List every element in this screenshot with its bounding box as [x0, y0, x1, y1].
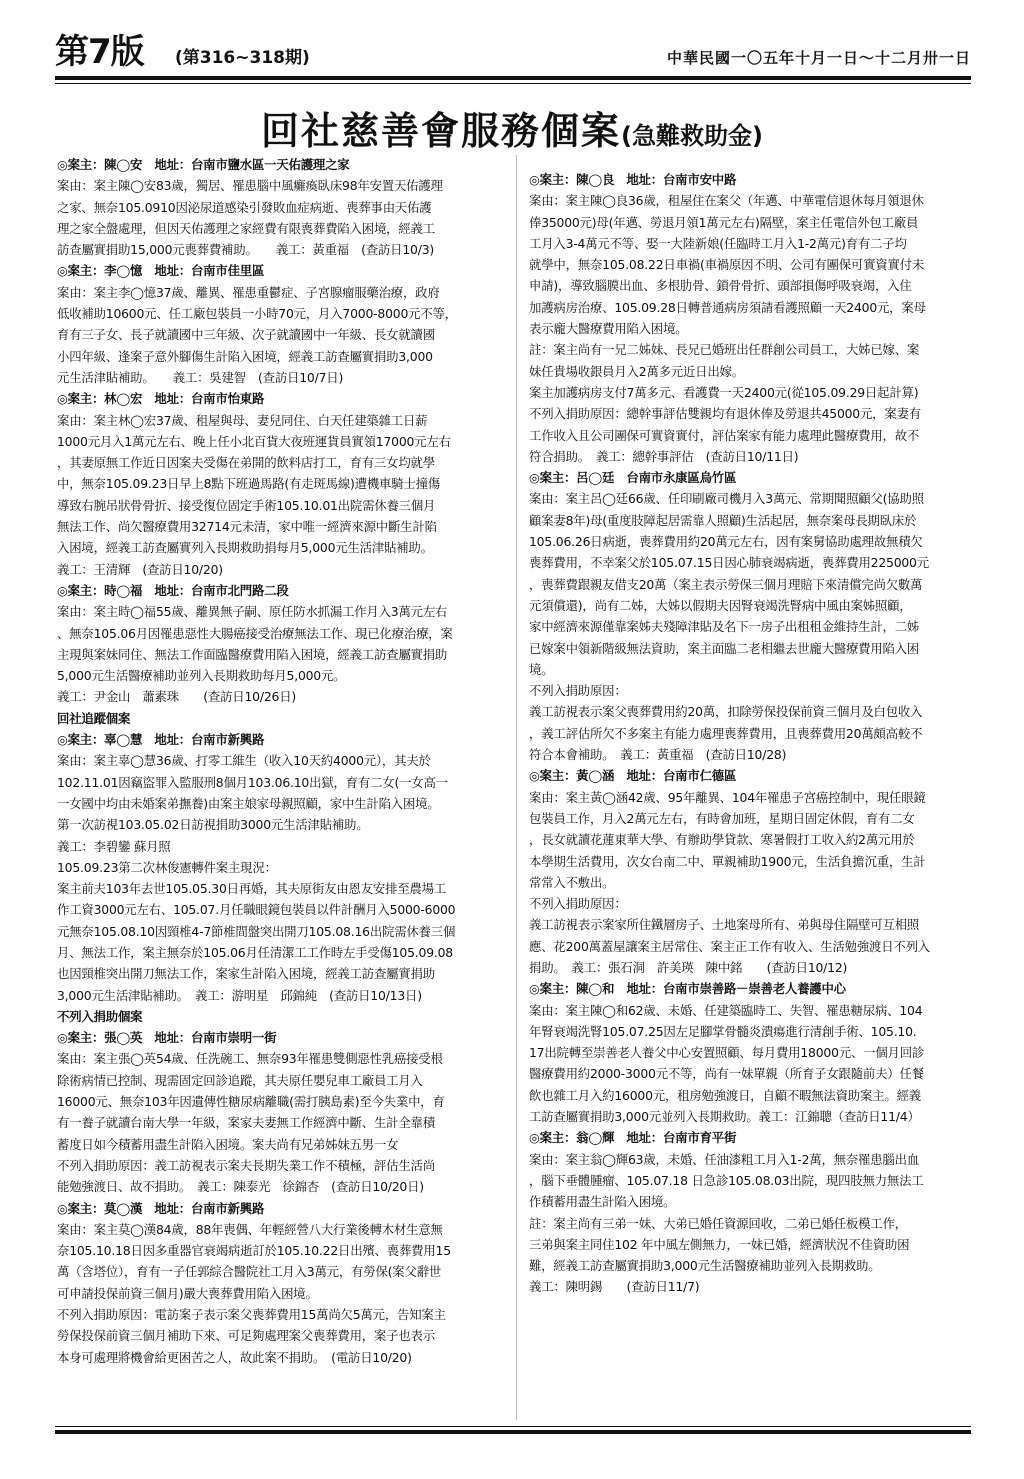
- case-text-line: 案由：案主李◯憶37歲、離異、罹患重鬱症、子宮腺瘤服藥治療，政府: [57, 284, 440, 300]
- case-text-line: 一女國中均由未婚案弟撫養)由案主娘家母親照顧，家中生計陷入困境。: [57, 795, 440, 811]
- case-text-line: 案由：案主時◯福55歲、離異無子嗣、原任防水抓漏工作月入3萬元左右: [57, 604, 448, 620]
- footer-rule-thick: [55, 1430, 971, 1434]
- case-text-line: 勞保投保前資三個月補助下來、可足夠處理案父喪葬費用，案子也表示: [57, 1328, 435, 1344]
- case-text-line: 案由：案主張◯英54歲、任洗碗工、無奈93年罹患雙側惡性乳癌接受根: [57, 1051, 443, 1067]
- case-text-line: 加護病房治療、105.09.28日轉普通病房須請看護照顧一天2400元，案母: [529, 299, 926, 315]
- case-text-line: 義工：尹金山 蕭素珠 (查訪日10/26日): [57, 689, 297, 705]
- case-text-line: 應、花200萬蓋屋讓案主居常住、案主正工作有收入、生活勉強渡日不列入: [529, 938, 930, 954]
- case-text-line: 案由：案主辜◯慧36歲、打零工維生（收入10天約4000元），其夫於: [57, 753, 431, 769]
- case-text-line: 案由：案主林◯宏37歲、租屋與母、妻兒同住、白天任建築雜工日薪: [57, 412, 428, 428]
- case-text-line: 102.11.01因竊盜罪入監服刑8個月103.06.10出獄，育有二女(一女高一: [57, 774, 448, 790]
- case-text-line: 訪查屬實捐助15,000元喪葬費補助。 義工：黃重福 (查訪日10/3): [57, 242, 435, 258]
- case-text-line: 5,000元生活醫療補助並列入長期救助每月5,000元。: [57, 668, 346, 684]
- case-text-line: 常常入不敷出。: [529, 874, 615, 890]
- left-column: [57, 154, 502, 1368]
- case-text-line: 顧案妻8年)母(重度肢障起居需靠人照顧)生活起居，無奈案母長期臥床於: [529, 512, 917, 528]
- case-text-line: 作工資3000元左右、105.07.月任職眼鏡包裝員以件計酬月入5000-6000: [57, 902, 456, 918]
- case-text-line: 奈105.10.18日因多重器官衰竭病逝訂於105.10.22日出殯、喪葬費用15: [57, 1243, 451, 1259]
- case-text-line: 捐助。 義工：張石洞 許美瑛 陳中銘 (查訪日10/12): [529, 959, 848, 975]
- case-heading: 回社追蹤個案: [57, 710, 131, 726]
- case-heading: ◎案主：莫◯漢 地址：台南市新興路: [57, 1200, 265, 1216]
- case-text-line: 不列入捐助原因：: [529, 896, 627, 912]
- case-text-line: 義工：李碧鑾 蘇月照: [57, 838, 171, 854]
- case-text-line: 理之家全盤處理，但因天佑護理之家經費有限喪葬費陷入困境，經義工: [57, 220, 435, 236]
- case-text-line: 也因頸椎突出開刀無法工作，案家生計陷入困境，經義工訪查屬實捐助: [57, 966, 435, 982]
- case-heading: ◎案主：陳◯和 地址：台南市崇善路－崇善老人養護中心: [529, 981, 846, 997]
- case-text-line: 飲也雜工月入約16000元，租房勉強渡日，自顧不暇無法資助案主。經義: [529, 1087, 921, 1103]
- case-text-line: 俸35000元)母(年邁、勞退月領1萬元左右)隔壁，案主任電信外包工廠員: [529, 214, 919, 230]
- case-text-line: 低收補助10600元、任工廠包裝員一小時70元，月入7000-8000元不等，: [57, 306, 457, 322]
- case-text-line: 三弟與案主同住102 年中風左側無力，一妹已婚，經濟狀況不佳資助困: [529, 1236, 910, 1252]
- case-text-line: 案由：案主陳◯良36歲，租屋住在案父（年邁、中華電信退休每月領退休: [529, 193, 924, 209]
- case-text-line: 月、無法工作，案主無奈於105.06月任清潔工工作時左手受傷105.09.08: [57, 944, 453, 960]
- right-column: [529, 169, 971, 1298]
- case-text-line: 有一養子就讀台南大學一年級，案家夫妻無工作經濟中斷、生計全靠積: [57, 1115, 435, 1131]
- publication-date: 中華民國一〇五年十月一日～十二月卅一日: [666, 49, 971, 67]
- case-text-line: 導致右腕吊狀骨骨折、接受復位固定手術105.10.01出院需休養三個月: [57, 497, 436, 513]
- case-text-line: 1000元月入1萬元左右、晚上任小北百貨大夜班運貨員實領17000元左右: [57, 433, 451, 449]
- case-text-line: 家中經濟來源僅靠案姊夫殘障津貼及名下一房子出租租金維持生計，二姊: [529, 619, 920, 635]
- case-heading: ◎案主：黃◯涵 地址：台南市仁德區: [529, 768, 737, 784]
- case-text-line: 已嫁案中領新階級無法資助，案主面臨二老相繼去世龐大醫療費用陷入困: [529, 640, 920, 656]
- case-text-line: 醫療費用約2000-3000元不等，尚有一妹單親（所育子女跟隨前夫）任餐: [529, 1066, 924, 1082]
- case-text-line: 中，無奈105.09.23日早上8點下班過馬路(有走斑馬線)遭機車騎士撞傷: [57, 476, 440, 492]
- case-text-line: 入困境，經義工訪查屬實列入長期救助捐每月5,000元生活津貼補助。: [57, 540, 433, 556]
- case-text-line: 小四年級、逢案子意外腳傷生計陷入困境，經義工訪查屬實捐助3,000: [57, 348, 433, 364]
- case-text-line: ，其妻原無工作近日因案夫受傷在弟開的飲料店打工，育有三女均就學: [57, 455, 435, 471]
- case-text-line: 案由：案主黃◯涵42歲、95年離異、104年罹患子宮癌控制中，現任眼鏡: [529, 789, 926, 805]
- case-text-line: 能勉強渡日、故不捐助。 義工：陳泰光 徐錦杏 (查訪日10/20日): [57, 1179, 424, 1195]
- case-text-line: 元須償還)，尚有二姊，大姊以假期夫因腎衰竭洗腎病中風由案姊照顧，: [529, 597, 912, 613]
- case-text-line: 17出院轉至崇善老人養父中心安置照顧、每月費用18000元、一個月回診: [529, 1045, 925, 1061]
- case-text-line: 妹任貴場收銀員月入2萬多元近日出嫁。: [529, 363, 744, 379]
- column-divider: [516, 155, 517, 1420]
- case-text-line: 案由：案主莫◯漢84歲，88年喪偶、年輕經營八大行業後轉木材生意無: [57, 1221, 443, 1237]
- case-text-line: 表示龐大醫療費用陷入困境。: [529, 321, 688, 337]
- case-text-line: 除術病情已控制、現需固定回診追蹤，其夫原任嬰兒車工廠員工月入: [57, 1072, 423, 1088]
- edition-title: 第7版: [55, 32, 144, 72]
- headline-main: 回社慈善會服務個案: [261, 109, 622, 153]
- case-text-line: 萬（含塔位），育有一子任郭綜合醫院社工月入3萬元，有勞保(案父辭世: [57, 1264, 442, 1280]
- case-text-line: 育有三子女、長子就讀國中三年級、次子就讀國中一年級、長女就讀國: [57, 327, 435, 343]
- case-text-line: 案由：案主陳◯和62歲、未婚、任建築臨時工、失智、罹患糖尿病、104: [529, 1002, 923, 1018]
- case-text-line: 主現與案妹同住、無法工作面臨醫療費用陷入困境，經義工訪查屬實捐助: [57, 646, 448, 662]
- case-text-line: 義工：陳明錫 (查訪日11/7): [529, 1279, 700, 1295]
- case-text-line: 元無奈105.08.10因頸椎4-7節椎間盤突出開刀105.08.16出院需休養三個: [57, 923, 456, 939]
- case-text-line: 105.06.26日病逝，喪葬費用約20萬元左右，因有案舅協助處理故無積欠: [529, 534, 923, 550]
- case-text-line: 本學期生活費用，次女台南二中、單親補助1900元，生活負擔沉重，生計: [529, 853, 926, 869]
- case-text-line: 之家、無奈105.0910因泌尿道感染引發敗血症病逝、喪葬事由天佑護: [57, 199, 432, 215]
- case-heading: 不列入捐助個案: [57, 1008, 143, 1024]
- case-text-line: 無法工作、尚欠醫療費用32714元未清，家中唯一經濟來源中斷生計陷: [57, 519, 437, 535]
- case-text-line: 作積蓄用盡生計陷入困境。: [529, 1194, 676, 1210]
- footer-rule-thin: [55, 1426, 971, 1427]
- case-text-line: ，長女就讀花蓮東華大學、有辦助學貸款、寒暑假打工收入約2萬元用於: [529, 832, 915, 848]
- case-text-line: 不列入捐助原因：電訪案子表示案父喪葬費用15萬尚欠5萬元，告知案主: [57, 1307, 446, 1323]
- case-text-line: 可申請投保前資三個月)嚴大喪葬費用陷入困境。: [57, 1285, 318, 1301]
- case-text-line: 第一次訪視103.05.02日訪視捐助3000元生活津貼補助。: [57, 817, 369, 833]
- case-text-line: ，腦下垂體腫瘤、105.07.18 日急診105.08.03出院，現四肢無力無法工: [529, 1172, 924, 1188]
- masthead: [55, 30, 971, 76]
- case-text-line: 符合捐助。 義工：總幹事評估 (查訪日10/11日): [529, 448, 799, 464]
- case-heading: ◎案主：陳◯安 地址：台南市鹽水區一天佑護理之家: [57, 157, 350, 172]
- case-text-line: 符合本會補助。 義工：黃重福 (查訪日10/28): [529, 747, 787, 763]
- case-text-line: 3,000元生活津貼補助。 義工：游明星 邱錦純 (查訪日10/13日): [57, 987, 422, 1003]
- case-text-line: ，義工評估所欠不多案主有能力處理喪葬費用，且喪葬費用20萬頗高較不: [529, 725, 923, 741]
- case-text-line: 蓄度日如今積蓄用盡生計陷入困境。案夫尚有兄弟姊妹五男一女: [57, 1136, 399, 1152]
- case-text-line: 註：案主尚有三弟一妹、大弟已婚任資源回收，二弟已婚任板模工作，: [529, 1215, 907, 1231]
- case-heading: ◎案主：辜◯慧 地址：台南市新興路: [57, 732, 265, 748]
- case-text-line: 不列入捐助原因：: [529, 683, 627, 699]
- case-text-line: 義工：王清輝 (查訪日10/20): [57, 561, 223, 577]
- case-text-line: 境。: [529, 661, 554, 677]
- case-text-line: 元生活津貼補助。 義工：吳建智 (查訪日10/7日): [57, 369, 344, 385]
- case-text-line: 105.09.23第二次林俊憲轉件案主現況：: [57, 859, 277, 875]
- case-text-line: 、無奈105.06月因罹患惡性大腸癌接受治療無法工作、現已化療治療，案: [57, 625, 453, 641]
- case-text-line: 義工訪視表示案父喪葬費用約20萬，扣除勞保投保前資三個月及白包收入: [529, 704, 923, 720]
- case-heading: ◎案主：張◯英 地址：台南市崇明一街: [57, 1030, 277, 1046]
- case-text-line: 工作收入且公司團保可實資實付，評估案家有能力處理此醫療費用，故不: [529, 427, 920, 443]
- case-text-line: 包裝員工作，月入2萬元左右，有時會加班，星期日固定休假，育有二女: [529, 810, 915, 826]
- case-text-line: 申請)，導致腦膜出血、多根肋骨、鎖骨骨折、頭部損傷呼吸衰竭，入住: [529, 278, 912, 294]
- headline-sub: (急難救助金): [621, 122, 763, 150]
- case-heading: ◎案主：林◯宏 地址：台南市怡東路: [57, 391, 265, 407]
- case-text-line: 案主前夫103年去世105.05.30日再婚，其夫原街友由恩友安排至農場工: [57, 881, 447, 897]
- case-text-line: 年腎衰竭洗腎105.07.25因左足腳掌骨髓炎潰瘍進行清創手術、105.10.: [529, 1023, 917, 1039]
- issue-range: (第316~318期): [175, 48, 310, 68]
- case-text-line: 難，經義工訪查屬實捐助3,000元生活醫療補助並列入長期救助。: [529, 1258, 881, 1274]
- case-text-line: 16000元、無奈103年因遺傳性糖尿病離職(需打胰島素)至今失業中，育: [57, 1094, 445, 1110]
- case-text-line: 案由：案主呂◯廷66歲、任印刷廠司機月入3萬元、常期聞照顧父(協助照: [529, 491, 924, 507]
- case-text-line: 案主加護病房支付7萬多元、看護費一天2400元(從105.09.29日起計算): [529, 384, 919, 400]
- masthead-rule-thin: [55, 83, 971, 84]
- case-text-line: 工月入3-4萬元不等、娶一大陸新娘(任臨時工月入1-2萬元)育有二子均: [529, 235, 907, 251]
- case-text-line: 本身可處理將機會給更困苦之人，故此案不捐助。 (電訪日10/20): [57, 1349, 412, 1365]
- case-text-line: 就學中，無奈105.08.22日車禍(車禍原因不明、公司有團保可實資實付未: [529, 257, 925, 273]
- case-heading: ◎案主：翁◯輝 地址：台南市育平街: [529, 1130, 737, 1146]
- case-text-line: 案由：案主陳◯安83歲，獨居、罹患腦中風癱瘓臥床98年安置天佑護理: [57, 178, 443, 194]
- case-text-line: 工訪查屬實捐助3,000元並列入長期救助。義工：江錦聰（查訪日11/4）: [529, 1109, 920, 1125]
- case-text-line: 不列入捐助原因：義工訪視表示案夫長期失業工作不積極，評估生活尚: [57, 1157, 435, 1173]
- case-heading: ◎案主：呂◯廷 台南市永康區烏竹區: [529, 470, 737, 486]
- masthead-rule-thick: [55, 76, 971, 80]
- case-text-line: 義工訪視表示案家所住鐵層房子、土地案母所有、弟與母住隔壁可互相照: [529, 917, 920, 933]
- case-heading: ◎案主：時◯福 地址：台南市北門路二段: [57, 582, 289, 598]
- case-heading: ◎案主：李◯憶 地址：台南市佳里區: [57, 263, 265, 279]
- case-text-line: 案由：案主翁◯輝63歲，未婚、任油漆粗工月入1-2萬，無奈罹患腦出血: [529, 1151, 920, 1167]
- case-text-line: 喪葬費用，不幸案父於105.07.15日因心肺衰竭病逝，喪葬費用225000元: [529, 555, 929, 571]
- case-text-line: 註：案主尚有一兄二姊妹、長兄已婚班出任群創公司員工，大姊已嫁、案: [529, 342, 920, 358]
- case-heading: ◎案主：陳◯良 地址：台南市安中路: [529, 172, 737, 187]
- case-text-line: ，喪葬費跟親友借支20萬（案主表示勞保三個月理賠下來清償完尚欠數萬: [529, 576, 923, 592]
- case-text-line: 不列入捐助原因：總幹事評估雙親均有退休俸及勞退共45000元，案妻有: [529, 406, 921, 422]
